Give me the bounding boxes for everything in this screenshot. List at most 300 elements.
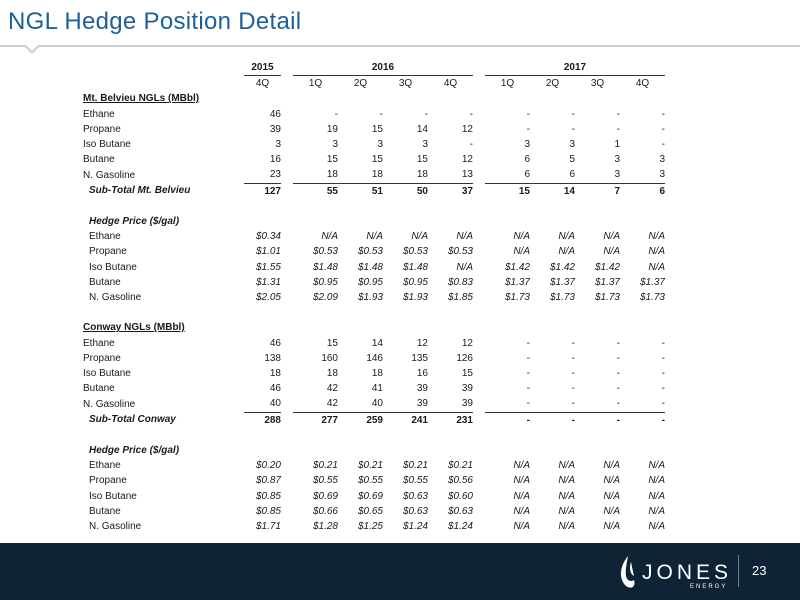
value-cell: $1.73 <box>504 292 530 304</box>
year-2016: 2016 <box>293 60 473 76</box>
volume-row <box>83 351 665 366</box>
value-cell: 42 <box>326 383 338 395</box>
value-cell: 3 <box>275 139 281 151</box>
value-cell: - <box>616 383 620 395</box>
value-cell: 18 <box>338 167 383 183</box>
spacer-cell <box>281 351 293 366</box>
value-cell: $0.55 <box>357 475 383 487</box>
value-cell: N/A <box>321 231 338 243</box>
value-cell: N/A <box>603 460 620 472</box>
value-cell: 15 <box>518 185 530 197</box>
value-cell: N/A <box>558 490 575 502</box>
spacer-cell <box>473 336 485 351</box>
price-header-row <box>83 443 665 458</box>
value-cell: N/A <box>513 505 530 517</box>
spacer-cell <box>473 229 485 244</box>
row-label: N. Gasoline <box>83 398 136 410</box>
spacer-cell <box>473 412 485 428</box>
value-cell: 41 <box>371 383 383 395</box>
value-cell: $1.42 <box>594 261 620 273</box>
blank-cell <box>83 60 244 76</box>
quarter-label: 2Q <box>353 78 368 90</box>
value-cell: $0.60 <box>447 490 473 502</box>
value-cell: $0.53 <box>402 246 428 258</box>
value-cell: - <box>616 337 620 349</box>
row-label: N. Gasoline <box>89 521 142 533</box>
value-cell: - <box>571 414 575 426</box>
value-cell: - <box>571 368 575 380</box>
value-cell: 7 <box>614 185 620 197</box>
value-cell: $0.69 <box>357 490 383 502</box>
value-cell: 3 <box>524 139 530 151</box>
value-cell: 39 <box>428 396 473 412</box>
row-label: Iso Butane <box>83 139 131 151</box>
value-cell: 18 <box>293 167 338 183</box>
row-label: Butane <box>83 154 115 166</box>
value-cell: N/A <box>513 521 530 533</box>
value-cell: $0.63 <box>402 505 428 517</box>
year-2015: 2015 <box>244 60 281 76</box>
value-cell: - <box>661 108 665 120</box>
value-cell: - <box>571 123 575 135</box>
value-cell: N/A <box>648 261 665 273</box>
volume-row <box>83 152 665 167</box>
value-cell: N/A <box>648 246 665 258</box>
value-cell: - <box>526 414 530 426</box>
value-cell: $1.93 <box>402 292 428 304</box>
value-cell: 39 <box>461 383 473 395</box>
value-cell: N/A <box>513 460 530 472</box>
value-cell: 3 <box>569 139 575 151</box>
value-cell: 135 <box>411 352 428 364</box>
value-cell: - <box>661 139 665 151</box>
row-label: Propane <box>89 475 127 487</box>
value-cell: - <box>661 383 665 395</box>
value-cell: 46 <box>269 108 281 120</box>
volume-row <box>83 137 665 152</box>
value-cell: $2.05 <box>255 292 281 304</box>
subtotal-row <box>83 183 665 199</box>
spacer-cell <box>281 381 293 396</box>
value-cell: $1.71 <box>255 521 281 533</box>
value-cell: 39 <box>269 123 281 135</box>
value-cell: 6 <box>659 185 665 197</box>
spacer-cell <box>281 412 293 428</box>
value-cell: $1.55 <box>255 261 281 273</box>
value-cell: $1.48 <box>357 261 383 273</box>
value-cell: $0.53 <box>312 246 338 258</box>
value-cell: $0.85 <box>255 505 281 517</box>
value-cell: - <box>526 352 530 364</box>
spacer-cell <box>473 122 485 137</box>
spacer-cell <box>281 167 293 183</box>
value-cell: $1.42 <box>504 261 530 273</box>
value-cell: $0.85 <box>255 490 281 502</box>
value-cell: 15 <box>461 368 473 380</box>
value-cell: 160 <box>321 352 338 364</box>
value-cell: N/A <box>648 460 665 472</box>
value-cell: N/A <box>603 231 620 243</box>
spacer-cell <box>281 60 293 76</box>
spacer-cell <box>473 351 485 366</box>
blank-row <box>83 305 665 320</box>
value-cell: - <box>616 108 620 120</box>
value-cell: $0.65 <box>357 505 383 517</box>
value-cell: N/A <box>558 460 575 472</box>
value-cell: $1.37 <box>639 276 665 288</box>
row-label: Propane <box>83 352 121 364</box>
value-cell: N/A <box>648 475 665 487</box>
year-header-row <box>83 60 665 76</box>
value-cell: $0.55 <box>312 475 338 487</box>
value-cell: N/A <box>558 231 575 243</box>
value-cell: - <box>571 108 575 120</box>
volume-row <box>83 396 665 412</box>
value-cell: 40 <box>338 396 383 412</box>
value-cell: $0.55 <box>402 475 428 487</box>
value-cell: N/A <box>648 505 665 517</box>
value-cell: 241 <box>411 414 428 426</box>
value-cell: 277 <box>321 414 338 426</box>
row-label: Ethane <box>83 337 115 349</box>
value-cell: - <box>526 337 530 349</box>
value-cell: - <box>616 368 620 380</box>
value-cell: 146 <box>366 352 383 364</box>
spacer-cell <box>473 473 485 488</box>
price-row <box>83 290 665 305</box>
value-cell: 126 <box>456 352 473 364</box>
value-cell: - <box>469 139 473 151</box>
value-cell: $1.28 <box>312 521 338 533</box>
value-cell: N/A <box>366 231 383 243</box>
spacer-cell <box>473 183 485 199</box>
spacer-cell <box>281 290 293 305</box>
row-label: Butane <box>89 276 121 288</box>
value-cell: N/A <box>648 521 665 533</box>
value-cell: 3 <box>659 154 665 166</box>
blank-cell <box>83 199 665 214</box>
value-cell: $1.24 <box>402 521 428 533</box>
value-cell: 6 <box>530 167 575 183</box>
price-row <box>83 458 665 473</box>
value-cell: 46 <box>269 337 281 349</box>
value-cell: 50 <box>416 185 428 197</box>
value-cell: 23 <box>244 167 281 183</box>
value-cell: $2.09 <box>312 292 338 304</box>
spacer-cell <box>281 473 293 488</box>
value-cell: N/A <box>603 521 620 533</box>
price-header-row <box>83 214 665 229</box>
value-cell: 1 <box>614 139 620 151</box>
value-cell: N/A <box>603 475 620 487</box>
row-label: Ethane <box>89 231 121 243</box>
value-cell: $0.63 <box>447 505 473 517</box>
value-cell: - <box>661 123 665 135</box>
value-cell: $0.53 <box>357 246 383 258</box>
spacer-cell <box>281 137 293 152</box>
row-label: Ethane <box>83 108 115 120</box>
value-cell: 231 <box>456 414 473 426</box>
value-cell: - <box>334 108 338 120</box>
value-cell: 288 <box>264 414 281 426</box>
value-cell: $1.93 <box>357 292 383 304</box>
value-cell: 12 <box>461 154 473 166</box>
page-title: NGL Hedge Position Detail <box>8 8 302 35</box>
spacer-cell <box>281 275 293 290</box>
value-cell: N/A <box>603 246 620 258</box>
value-cell: 3 <box>575 167 620 183</box>
value-cell: 12 <box>461 123 473 135</box>
value-cell: $1.48 <box>402 261 428 273</box>
row-label: Iso Butane <box>89 261 137 273</box>
value-cell: $1.73 <box>639 292 665 304</box>
volume-row <box>83 122 665 137</box>
title-divider <box>0 45 800 47</box>
spacer-cell <box>473 60 485 76</box>
value-cell: 51 <box>371 185 383 197</box>
volume-row <box>83 336 665 351</box>
spacer-cell <box>473 260 485 275</box>
value-cell: - <box>571 383 575 395</box>
value-cell: - <box>571 352 575 364</box>
quarter-label: 4Q <box>255 78 270 90</box>
quarter-label: 1Q <box>308 78 323 90</box>
price-row <box>83 275 665 290</box>
hedge-table <box>83 60 665 534</box>
blank-cell <box>83 76 244 92</box>
blank-row <box>83 199 665 214</box>
quarter-header-row <box>83 76 665 92</box>
spacer-cell <box>281 229 293 244</box>
spacer-cell <box>473 107 485 122</box>
volume-row <box>83 381 665 396</box>
year-2017: 2017 <box>485 60 665 76</box>
value-cell: $1.85 <box>447 292 473 304</box>
spacer-cell <box>281 152 293 167</box>
spacer-cell <box>281 489 293 504</box>
value-cell: N/A <box>558 246 575 258</box>
value-cell: $0.21 <box>402 460 428 472</box>
value-cell: $0.34 <box>255 231 281 243</box>
row-label: N. Gasoline <box>83 169 136 181</box>
value-cell: 46 <box>269 383 281 395</box>
quarter-label: 3Q <box>398 78 413 90</box>
value-cell: - <box>620 396 665 412</box>
value-cell: N/A <box>603 505 620 517</box>
spacer-cell <box>473 458 485 473</box>
spacer-cell <box>473 76 485 92</box>
price-row <box>83 519 665 534</box>
value-cell: $0.63 <box>402 490 428 502</box>
value-cell: 55 <box>326 185 338 197</box>
value-cell: N/A <box>558 475 575 487</box>
price-row <box>83 489 665 504</box>
value-cell: $0.69 <box>312 490 338 502</box>
price-row <box>83 504 665 519</box>
spacer-cell <box>281 260 293 275</box>
value-cell: 14 <box>563 185 575 197</box>
spacer-cell <box>281 396 293 412</box>
value-cell: N/A <box>603 490 620 502</box>
value-cell: $1.37 <box>549 276 575 288</box>
row-label: N. Gasoline <box>89 292 142 304</box>
value-cell: 16 <box>416 368 428 380</box>
row-label: Propane <box>89 246 127 258</box>
value-cell: $1.37 <box>594 276 620 288</box>
spacer-cell <box>473 167 485 183</box>
value-cell: 138 <box>264 352 281 364</box>
blank-cell <box>83 305 665 320</box>
value-cell: - <box>379 108 383 120</box>
value-cell: 127 <box>264 185 281 197</box>
spacer-cell <box>281 244 293 259</box>
value-cell: 3 <box>614 154 620 166</box>
value-cell: 16 <box>269 154 281 166</box>
spacer-cell <box>473 152 485 167</box>
value-cell: - <box>616 352 620 364</box>
value-cell: $0.83 <box>447 276 473 288</box>
value-cell: - <box>526 368 530 380</box>
value-cell: $1.37 <box>504 276 530 288</box>
value-cell: - <box>661 337 665 349</box>
spacer-cell <box>473 504 485 519</box>
spacer-cell <box>473 275 485 290</box>
value-cell: 42 <box>293 396 338 412</box>
section-header: Hedge Price ($/gal) <box>89 445 180 457</box>
row-label: Propane <box>83 123 121 135</box>
blank-row <box>83 428 665 443</box>
price-row <box>83 244 665 259</box>
row-label: Butane <box>83 383 115 395</box>
value-cell: 39 <box>383 396 428 412</box>
value-cell: 14 <box>371 337 383 349</box>
quarter-label: 1Q <box>500 78 515 90</box>
value-cell: - <box>530 396 575 412</box>
value-cell: $1.01 <box>255 246 281 258</box>
value-cell: 5 <box>569 154 575 166</box>
spacer-cell <box>281 76 293 92</box>
value-cell: N/A <box>648 231 665 243</box>
value-cell: 18 <box>326 368 338 380</box>
value-cell: $0.87 <box>255 475 281 487</box>
value-cell: N/A <box>456 231 473 243</box>
value-cell: 3 <box>422 139 428 151</box>
section-header: Mt. Belvieu NGLs (MBbl) <box>83 93 200 105</box>
spacer-cell <box>473 489 485 504</box>
spacer-cell <box>281 458 293 473</box>
value-cell: 3 <box>620 167 665 183</box>
spacer-cell <box>473 366 485 381</box>
value-cell: $0.53 <box>447 246 473 258</box>
value-cell: $1.24 <box>447 521 473 533</box>
row-label: Iso Butane <box>83 368 131 380</box>
section-header: Hedge Price ($/gal) <box>89 216 180 228</box>
value-cell: $1.31 <box>255 276 281 288</box>
value-cell: N/A <box>513 490 530 502</box>
row-label: Iso Butane <box>89 490 137 502</box>
quarter-label: 3Q <box>590 78 605 90</box>
value-cell: - <box>661 368 665 380</box>
spacer-cell <box>281 183 293 199</box>
value-cell: N/A <box>558 521 575 533</box>
value-cell: - <box>526 123 530 135</box>
quarter-label: 2Q <box>545 78 560 90</box>
title-notch <box>24 46 40 54</box>
spacer-cell <box>281 107 293 122</box>
value-cell: - <box>526 383 530 395</box>
blank-cell <box>83 428 665 443</box>
value-cell: N/A <box>513 231 530 243</box>
value-cell: - <box>661 352 665 364</box>
value-cell: - <box>661 414 665 426</box>
value-cell: N/A <box>513 246 530 258</box>
row-label: Sub-Total Mt. Belvieu <box>89 185 191 197</box>
value-cell: - <box>469 108 473 120</box>
value-cell: N/A <box>411 231 428 243</box>
price-row <box>83 229 665 244</box>
value-cell: N/A <box>513 475 530 487</box>
row-label: Ethane <box>89 460 121 472</box>
page-number: 23 <box>752 563 767 578</box>
spacer-cell <box>473 381 485 396</box>
spacer-cell <box>473 519 485 534</box>
spacer-cell <box>281 504 293 519</box>
value-cell: 18 <box>371 368 383 380</box>
value-cell: 19 <box>326 123 338 135</box>
value-cell: N/A <box>558 505 575 517</box>
value-cell: 18 <box>269 368 281 380</box>
spacer-cell <box>281 519 293 534</box>
volume-row <box>83 107 665 122</box>
value-cell: $0.20 <box>255 460 281 472</box>
spacer-cell <box>473 244 485 259</box>
section-header-row <box>83 320 665 335</box>
quarter-label: 4Q <box>635 78 650 90</box>
spacer-cell <box>473 290 485 305</box>
value-cell: 39 <box>416 383 428 395</box>
value-cell: 14 <box>416 123 428 135</box>
spacer-cell <box>473 396 485 412</box>
value-cell: 18 <box>383 167 428 183</box>
volume-row <box>83 366 665 381</box>
value-cell: 12 <box>416 337 428 349</box>
value-cell: $0.21 <box>357 460 383 472</box>
value-cell: - <box>616 123 620 135</box>
value-cell: - <box>526 108 530 120</box>
value-cell: 3 <box>332 139 338 151</box>
price-row <box>83 260 665 275</box>
value-cell: $0.56 <box>447 475 473 487</box>
value-cell: 6 <box>485 167 530 183</box>
value-cell: 12 <box>461 337 473 349</box>
logo-text: JONES <box>642 561 733 584</box>
row-label: Sub-Total Conway <box>89 414 176 426</box>
value-cell: 15 <box>371 123 383 135</box>
value-cell: - <box>571 337 575 349</box>
section-header: Conway NGLs (MBbl) <box>83 322 185 334</box>
value-cell: 6 <box>524 154 530 166</box>
value-cell: - <box>616 414 620 426</box>
section-header-row <box>83 91 665 106</box>
value-cell: $0.66 <box>312 505 338 517</box>
value-cell: 40 <box>244 396 281 412</box>
subtotal-row <box>83 412 665 428</box>
value-cell: $1.42 <box>549 261 575 273</box>
value-cell: - <box>485 396 530 412</box>
value-cell: N/A <box>456 261 473 273</box>
spacer-cell <box>281 122 293 137</box>
value-cell: $1.73 <box>549 292 575 304</box>
